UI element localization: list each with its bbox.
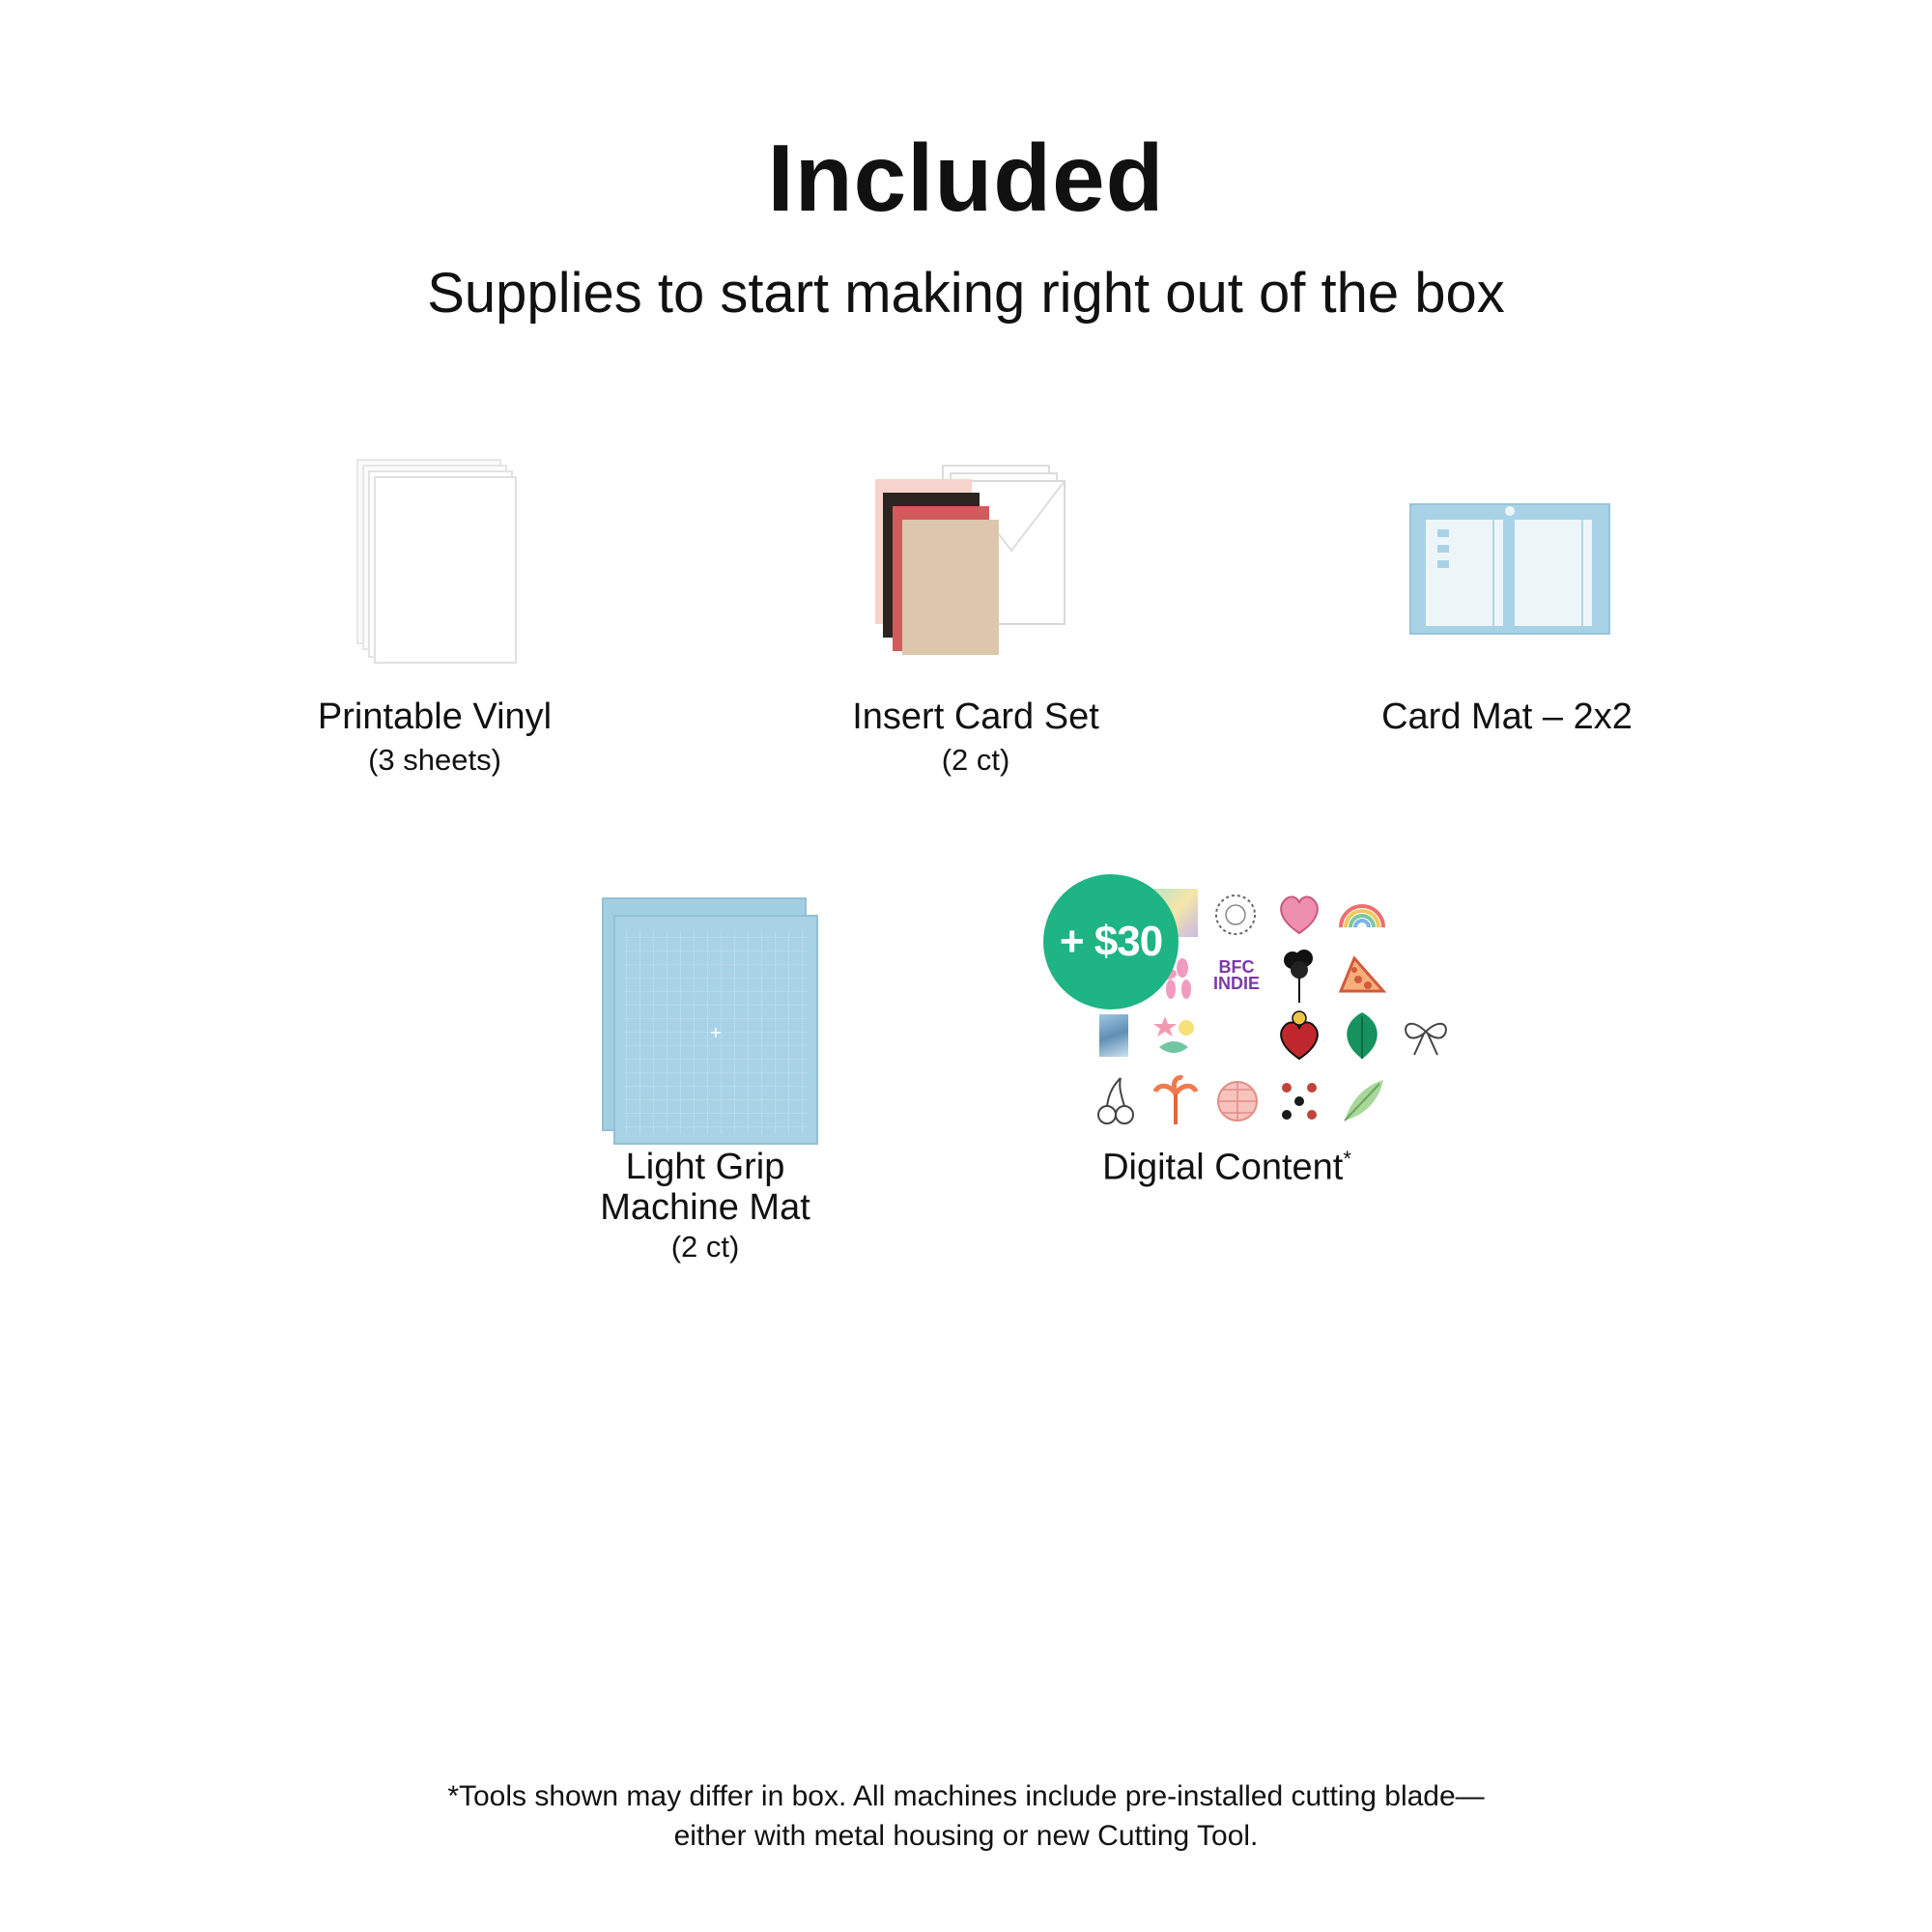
item-label: Insert Card Set: [852, 696, 1099, 737]
cherries-icon: [1092, 1072, 1140, 1128]
item-detail: (2 ct): [670, 1230, 740, 1264]
vinyl-sheets-image: [348, 454, 522, 667]
item-printable-vinyl: [290, 444, 580, 792]
sacred-heart-icon: [1273, 1007, 1325, 1065]
item-digital-content: [1034, 869, 1420, 1198]
star-fruit-icon: [1150, 1010, 1202, 1063]
item-label-line2: Machine Mat: [600, 1187, 810, 1228]
item-label: [1034, 1148, 1420, 1188]
item-label-line1: Light Grip: [625, 1147, 785, 1187]
disco-ball-icon: [1211, 1072, 1264, 1128]
footnote-line1: *Tools shown may differ in box. All machines include pre-installed cutting blade—: [447, 1780, 1485, 1812]
card-mat-image: [1408, 502, 1611, 638]
footnote: [0, 1777, 1932, 1856]
wreath-icon: [1209, 889, 1262, 941]
item-insert-card-set: [831, 444, 1121, 792]
rainbow-icon: [1335, 889, 1389, 941]
watercolor-card-icon: [1099, 1014, 1128, 1057]
pizza-icon: [1335, 949, 1389, 1001]
bfc-indie-sticker: BFC INDIE: [1212, 956, 1260, 993]
item-detail: (3 sheets): [368, 743, 501, 777]
bow-icon: [1399, 1010, 1453, 1063]
heart-icon: [1273, 889, 1325, 941]
palm-tree-icon: [1150, 1072, 1202, 1128]
feather-icon: [1335, 1072, 1389, 1128]
balloons-icon: [1273, 945, 1325, 1007]
monstera-leaf-icon: [1335, 1007, 1389, 1065]
page-subtitle: Supplies to start making right out of the box: [427, 262, 1505, 325]
insert-card-set-image: [869, 464, 1082, 657]
item-label: Printable Vinyl: [317, 696, 553, 737]
machine-mat-image: [599, 896, 821, 1148]
item-machine-mat: [560, 889, 850, 1275]
floral-border-icon: [1273, 1072, 1325, 1128]
page-title: Included: [767, 125, 1165, 231]
footnote-line2: either with metal housing or new Cutting Tool.: [673, 1819, 1259, 1852]
item-label: Card Mat – 2x2: [1381, 696, 1633, 737]
footnote-marker: *: [1343, 1147, 1351, 1171]
item-label-text: Digital Content: [1102, 1147, 1344, 1188]
item-detail: (2 ct): [941, 743, 1010, 777]
item-card-mat: [1352, 444, 1662, 792]
price-badge: + $30: [1043, 874, 1179, 1009]
